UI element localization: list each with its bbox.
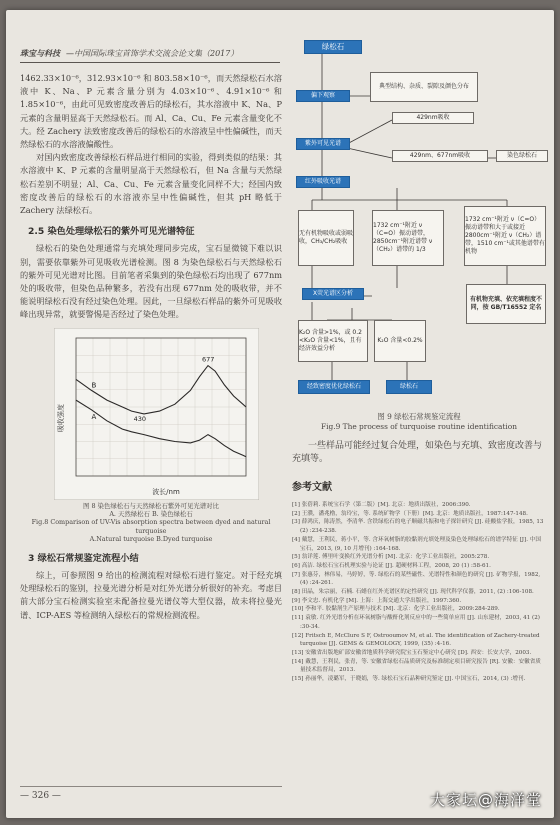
reference-item: [1] 张蓓莉. 系统宝石学（第二版）[M]. 北京：地质出版社，2006:390. <box>292 502 471 508</box>
reference-item: [15] 孙丽华，凌璐军，于晓娟，等. 绿松石宝石品种研究鉴定 [J]. 中国宝石，2014, (3) :增刊. <box>292 676 526 683</box>
reference-item: [3] 薛鸿庆，陈涛然，李清华. 含铁绿松石的电子顺磁共振和电子探针研究 [J]. 硅酸盐学报，1985, 13 (2) :234-238. <box>292 519 544 535</box>
uv-vis-chart <box>54 328 259 500</box>
legend-b: B <box>91 381 97 390</box>
reference-item: [8] 田晶，朱宗丽，石楠. 石蜡在红外光谱区的定性研究 [J]. 现代科学仪器，2011, (2) :106-108. <box>292 589 534 596</box>
y-axis-label: 吸收强度 <box>57 403 65 432</box>
flow-step-xrf: X荧光谱区分析 <box>302 288 364 300</box>
page-footer <box>20 786 282 801</box>
peak-label-677: 677 <box>201 355 215 364</box>
section-3-paragraph: 综上，可参照图 9 给出的检测流程对绿松石进行鉴定。对于经充填处理绿松石的鉴别，拉曼光谱分析是对红外光谱分析很好的补充。考虑目前大部分宝石检测实验室未配备拉曼光谱仪等大型仪器，故未将拉曼光谱、ICP-AES 等检测纳入绿松石的常规检测流程。 <box>20 569 283 620</box>
flow-end-optimized: 经致密度优化绿松石 <box>298 380 370 394</box>
figure-9-caption <box>292 412 546 432</box>
reference-item: [12] Fritsch E, McClure S F, Ostrooumov M, et al. The identification of Zachery-treated turquoise [J]. GEMS & GEMOLOGY, 1999, (35) :4-16. <box>292 632 540 648</box>
legend-a: A <box>91 412 97 421</box>
references-heading: 参考文献 <box>292 482 332 493</box>
flow-start: 绿松石 <box>304 40 362 54</box>
x-axis-label: 波长/nm <box>152 487 180 496</box>
figure-8-caption-cn2: A. 天然绿松石 B. 染色绿松石 <box>109 510 193 519</box>
figure-9-caption-cn: 图 9 绿松石常规鉴定流程 <box>377 412 461 421</box>
section-2-5-paragraph: 绿松石的染色处理通常与充填处理同步完成，宝石显微镜下难以识别，需要依靠紫外可见吸收光谱检测。图 8 为染色绿松石与天然绿松石的紫外可见光谱对比图。目前笔者采集到的染色绿松石均出现了 677nm 处的吸收带，但染色品种繁多，若没有出现 677nm 处的吸收带，并不能说明绿松石没有经过染色处理。因此，一旦绿松石样品的紫外可见吸收峰出现异常，就要警惕是否经过了染色处理。 <box>20 243 283 320</box>
reference-item: [6] 高洁. 绿松石宝石机理实验与论证 [J]. 超硬材料工程，2008, 20 (1) :58-61. <box>292 562 491 569</box>
reference-item: [5] 翁详莲. 傅里叶变换红外光谱分析 [M]. 北京：化学工业出版社，2005:278. <box>292 554 490 561</box>
flow-step-ir: 红外吸收光谱 <box>296 176 350 188</box>
page-number: — 326 — <box>20 791 61 801</box>
flow-end-turquoise: 绿松石 <box>386 380 432 394</box>
figure-8-caption-en2: A.Natural turquoise B.Dyed turquoise <box>89 535 213 544</box>
flow-result-structure: 典型结构、杂质、裂隙及颜色分布 <box>370 72 478 102</box>
reference-item: [2] 王濮，潘兆橹，翁玲宝，等. 系统矿物学（下册）[M]. 北京：地质出版社，1987:147-148. <box>292 510 528 517</box>
flow-ir-case-1: 无有机物吸收或弱吸收，CH₃/CH₂吸收 <box>298 210 354 266</box>
reference-item: [7] 张惠芬，林伟易，马婷婷，等. 绿松石的某些磁性、光谱特性和颜色的研究 [J]. 矿物学报，1982, (4) :24-261. <box>292 571 541 587</box>
header-title: —中国国际珠宝首饰学术交流会论文集（2017） <box>66 49 239 58</box>
header-left: 珠宝与科技 <box>20 48 60 58</box>
figure-9-caption-en: Fig.9 The process of turquoise routine identification <box>321 422 517 431</box>
reference-item: [4] 戴慧，王利民，蒋小平，等. 含环氧树脂的胶黏剂充填处理及染色处理绿松石的谱学特征 [J]. 中国宝石，2013, (9, 10 月增刊) :164-168. <box>292 536 541 552</box>
flow-result-dyed: 染色绿松石 <box>496 150 548 162</box>
reference-item: [13] 安徽省出版地矿部安徽省地质科学研究院宝玉石鉴定中心研究 [D]. 西安：长安大学，2003. <box>292 649 532 656</box>
flow-step-microscope: 偏下观察 <box>296 90 350 102</box>
flow-ir-case-2: 1732 cm⁻¹附近 ν（C=O）振动谱带，2850cm⁻¹附近谱带 ν（CH₂）谱带的 1/3 <box>372 210 444 266</box>
chart-frame <box>54 328 259 500</box>
reference-list <box>292 501 546 684</box>
right-paragraph: 一些样品可能经过复合处理，如染色与充填、致密度改善与充填等。 <box>292 441 543 464</box>
flow-step-uvvis: 紫外可见光谱 <box>296 138 350 150</box>
running-header <box>20 48 280 63</box>
flow-xrf-case-1: K₂O 含量>1%，或 0.2 <K₂O 含量<1%，且有经济效益分析 <box>298 320 368 362</box>
figure-8 <box>54 328 259 500</box>
peak-label-430: 430 <box>133 414 147 423</box>
flow-result-filled: 有机物充填、依充填程度不同，按 GB/T16552 定名 <box>466 284 546 324</box>
section-3-heading: 3 绿松石常规鉴定流程小结 <box>28 552 139 564</box>
intro-paragraph-1: 1462.33×10⁻⁶，312.93×10⁻⁶ 和 803.58×10⁻⁶，而天然绿松石水溶液中 K、Na、P 元素含量分别为 4.03×10⁻⁶、4.91×10⁻⁶ 和 1.85×10⁻⁶，由此可见致密度改善后的绿松石，其水溶液中 K、Na、P 元素的含量明显高于天然绿松石。而 Al、Ca、Cu、Fe 元素含量变化不大。经 Zachery 法致密度改善后的绿松石的水溶液呈中性偏碱性，而天然绿松石的水溶液偏酸性。 <box>20 73 282 150</box>
reference-item: [10] 李和平. 胶黏剂生产原理与技术 [M]. 北京：化学工业出版社，2009:284-289. <box>292 606 500 613</box>
watermark: 大家坛@海洋堂 <box>429 791 542 809</box>
flow-xrf-case-2: K₂O 含量<0.2% <box>374 320 426 362</box>
reference-item: [14] 戴慧，王利民，张青，等. 安徽省绿松石品质研究及标准制定项目研究报告 [R]. 安徽：安徽省质量技术监督局，2013. <box>292 658 541 674</box>
flow-uv-result-429: 429nm吸收 <box>392 112 474 124</box>
right-column <box>292 440 546 684</box>
intro-paragraph-2: 对国内致密度改善绿松石样品进行相同的实验，得到类似的结果：其水溶液中 K、P 元素的含量明显高于天然绿松石，但 Na 含量与天然绿松石差别不明显；Al、Ca、Cu、Fe 元素含量变化同样不大；经国内致密度改善后的绿松石的水溶液亦呈中性偏碱性，但其 pH 略低于 Zachery 法绿松石。 <box>20 152 282 216</box>
section-2-5-heading: 2.5 染色处理绿松石的紫外可见光谱特征 <box>28 226 195 238</box>
figure-8-caption-cn: 图 8 染色绿松石与天然绿松石紫外可见光谱对比 <box>83 501 219 510</box>
figure-8-caption <box>20 502 282 544</box>
reference-item: [9] 李文忠. 有机化学 [M]. 上海：上海交通大学出版社，1997:360. <box>292 597 462 604</box>
reference-item: [11] 袁敏. 红外光谱分析在环氧树脂与酸酐化剂反应中的一些简单应用 [J]. 山东建材，2003, 41 (2) :30-34. <box>292 615 540 630</box>
flow-uv-result-429-677: 429nm、677nm吸收 <box>392 150 488 162</box>
figure-8-caption-en: Fig.8 Comparison of UV-Vis absorption spectra between dyed and natural turquoise <box>31 518 271 535</box>
flow-ir-case-3: 1732 cm⁻¹附近 ν（C=O）振动谱带和大于或接近 2800cm⁻¹附近 ν（CH₂）谱带，1510 cm⁻¹或其他谱带有机物 <box>464 206 546 266</box>
left-column <box>20 72 282 622</box>
page <box>6 10 554 818</box>
